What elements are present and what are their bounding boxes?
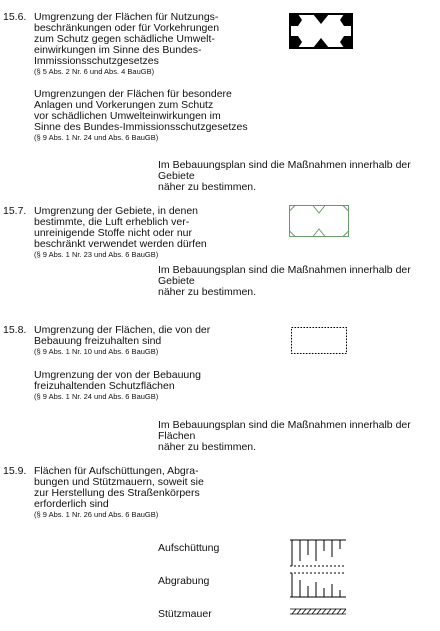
- excavation-hatch-icon: [290, 572, 346, 598]
- legend-label-abgrabung: Abgrabung: [158, 575, 210, 587]
- section-number: 15.6.: [3, 11, 27, 23]
- section-description: [34, 370, 284, 401]
- section-number: 15.9.: [3, 465, 27, 477]
- keep-free-area-symbol-icon: [289, 325, 349, 356]
- air-pollution-area-symbol-icon: [289, 205, 349, 237]
- legal-reference: (§ 9 Abs. 1 Nr. 23 und Abs. 6 BauGB): [34, 250, 159, 259]
- legal-reference: (§ 9 Abs. 1 Nr. 26 und Abs. 6 BauGB): [34, 510, 159, 519]
- legend-label-stuetzmauer: Stützmauer: [158, 608, 212, 620]
- description-text: Umgrenzungen der Flächen für besondere Anlagen und Vorkerungen zum Schutz vor schädlichen Umwelteinwirkungen im Sinne des Bundes-Immissionsschutzgesetzes: [34, 88, 248, 133]
- description-text: Umgrenzung der von der Bebauung freizuhaltenden Schutzflächen: [34, 369, 201, 392]
- section-note: Im Bebauungsplan sind die Maßnahmen innerhalb der Flächen näher zu bestimmen.: [158, 419, 411, 453]
- section-number: 15.7.: [3, 205, 27, 217]
- description-text: Umgrenzung der Flächen für Nutzungs- beschränkungen oder für Vorkehrungen zum Schutz gegen schädliche Umwelt- einwirkungen im Sinne des Bundes- Immissionsschutzgesetzes: [34, 11, 220, 67]
- section-description: [34, 12, 284, 76]
- section-description: [34, 206, 284, 259]
- description-text: Umgrenzung der Flächen, die von der Bebauung freizuhalten sind: [34, 324, 211, 347]
- section-description: [34, 89, 284, 142]
- legend-label-aufschuettung: Aufschüttung: [158, 542, 220, 554]
- description-text: Umgrenzung der Gebiete, in denen bestimmte, die Luft erheblich ver- unreinigende Stoffe nicht oder nur beschränkt verwendet werden dürfen: [34, 205, 207, 250]
- section-description: [34, 325, 284, 356]
- section-note: Im Bebauungsplan sind die Maßnahmen innerhalb der Gebiete näher zu bestimmen.: [158, 159, 411, 193]
- legal-reference: (§ 9 Abs. 1 Nr. 10 und Abs. 6 BauGB): [34, 347, 159, 356]
- protection-area-symbol-icon: [289, 13, 353, 49]
- legal-reference: (§ 9 Abs. 1 Nr. 24 und Abs. 6 BauGB): [34, 392, 159, 401]
- legal-reference: (§ 5 Abs. 2 Nr. 6 und Abs. 4 BauGB): [34, 67, 155, 76]
- description-text: Flächen für Aufschüttungen, Abgra- bungen und Stützmauern, soweit sie zur Herstellung des Straßenkörpers erforderlich sind: [34, 465, 204, 510]
- section-note: Im Bebauungsplan sind die Maßnahmen innerhalb der Gebiete näher zu bestimmen.: [158, 264, 411, 298]
- fill-hatch-icon: [290, 539, 346, 567]
- retaining-wall-icon: [290, 608, 346, 616]
- section-description: [34, 466, 284, 519]
- legal-reference: (§ 9 Abs. 1 Nr. 24 und Abs. 6 BauGB): [34, 133, 159, 142]
- section-number: 15.8.: [3, 324, 27, 336]
